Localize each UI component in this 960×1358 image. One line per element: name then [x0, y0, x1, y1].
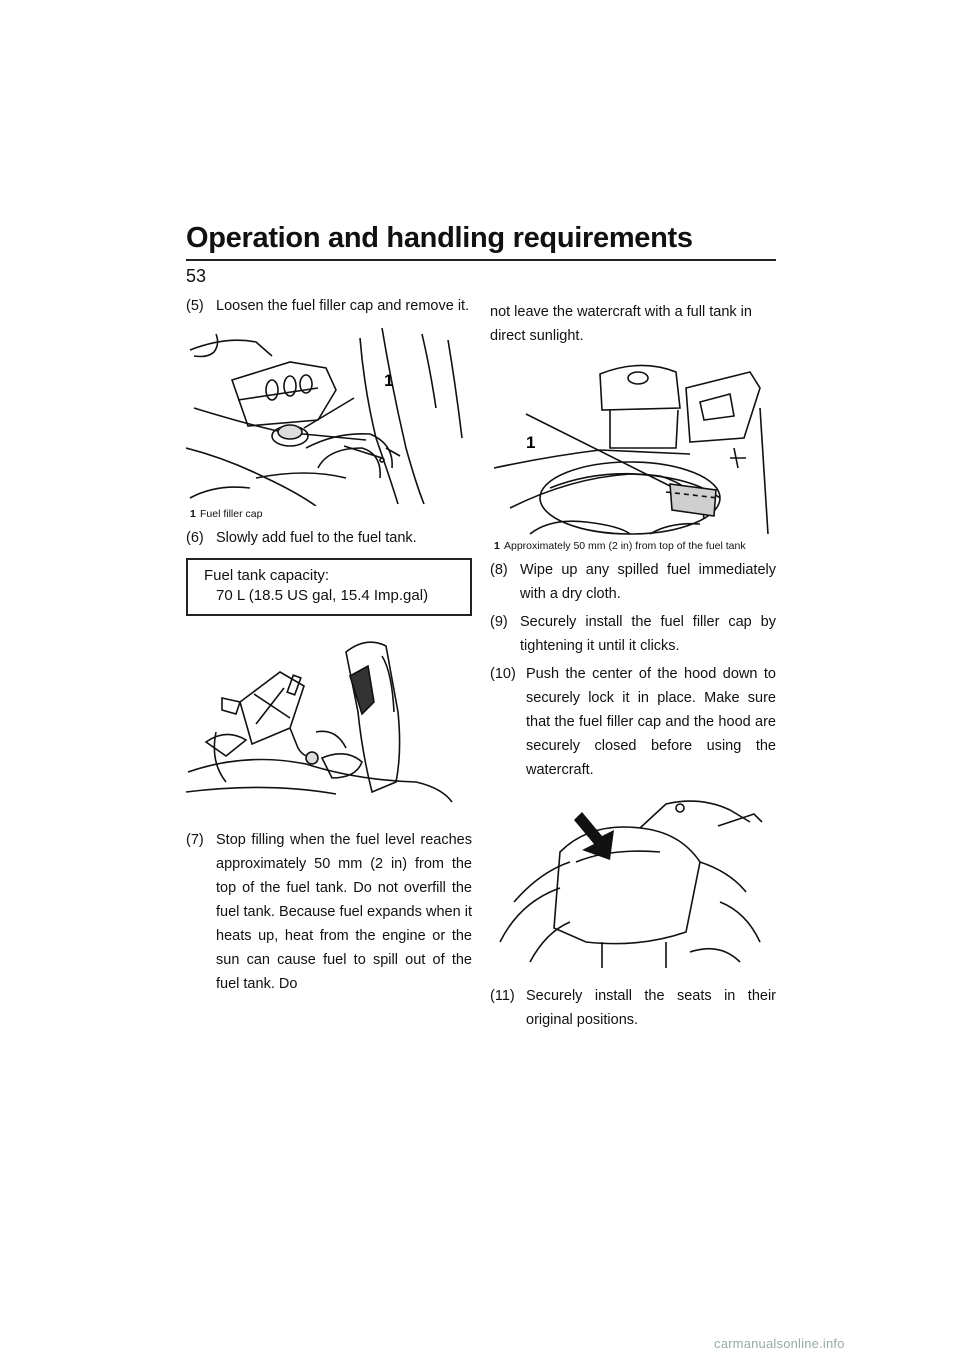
left-column [186, 294, 472, 996]
caption-number: 1 [494, 540, 500, 552]
step-10 [490, 662, 776, 782]
step-number: (10) [490, 666, 516, 682]
caption-number: 1 [190, 508, 196, 520]
step-text: Securely install the fuel filler cap by tightening it until it clicks. [520, 614, 776, 654]
figure-hood-close [490, 792, 776, 968]
step-text: Securely install the seats in their original positions. [526, 988, 776, 1028]
step-6 [186, 526, 472, 550]
spec-value: 70 L (18.5 US gal, 15.4 Imp.gal) [216, 587, 429, 604]
figure-caption [186, 508, 472, 520]
step-text: Loosen the fuel filler cap and remove it. [216, 298, 470, 314]
push-down-arrow-icon [574, 812, 614, 860]
figure-fuel-filler-cap [186, 328, 472, 520]
page-header [186, 222, 776, 261]
figure-callout: 1 [384, 371, 394, 390]
step-number: (7) [186, 832, 204, 848]
step-text: Wipe up any spilled fuel immediately with a dry cloth. [520, 562, 776, 602]
step-number: (9) [490, 614, 508, 630]
step-text: Push the center of the hood down to securely lock it in place. Make sure that the fuel filler cap and the hood are securely closed before using the watercraft. [526, 666, 776, 778]
step-text: Slowly add fuel to the fuel tank. [216, 530, 417, 546]
refueling-illustration [186, 632, 470, 812]
step-8 [490, 558, 776, 606]
step-9 [490, 610, 776, 658]
step-5 [186, 294, 472, 318]
figure-refueling [186, 632, 472, 812]
step-7-continued: not leave the watercraft with a full tank in direct sunlight. [490, 304, 752, 344]
page-number: 53 [186, 266, 207, 286]
figure-fuel-level [490, 358, 776, 552]
fuel-capacity-spec-box [186, 558, 472, 616]
step-number: (6) [186, 530, 204, 546]
spec-label: Fuel tank capacity: [204, 567, 330, 584]
fuel-filler-cap-illustration [186, 328, 470, 506]
step-text: Stop filling when the fuel level reaches approximately 50 mm (2 in) from the top of the fuel tank. Do not overfill the fuel tank. Because fuel expands when it heats up, heat from the engine or the sun can cause fuel to spill out of the fuel tank. Do [216, 832, 472, 992]
fuel-level-illustration [490, 358, 774, 538]
right-column [490, 300, 776, 1032]
caption-text: Approximately 50 mm (2 in) from top of the fuel tank [504, 540, 746, 552]
hood-close-illustration [490, 792, 774, 968]
caption-text: Fuel filler cap [200, 508, 263, 520]
page-title: Operation and handling requirements [186, 222, 693, 254]
step-number: (5) [186, 298, 204, 314]
step-number: (8) [490, 562, 508, 578]
figure-caption [490, 540, 776, 552]
figure-callout: 1 [526, 433, 536, 452]
step-7 [186, 828, 472, 996]
watermark: carmanualsonline.info [714, 1336, 845, 1351]
step-number: (11) [490, 988, 515, 1004]
step-11 [490, 984, 776, 1032]
